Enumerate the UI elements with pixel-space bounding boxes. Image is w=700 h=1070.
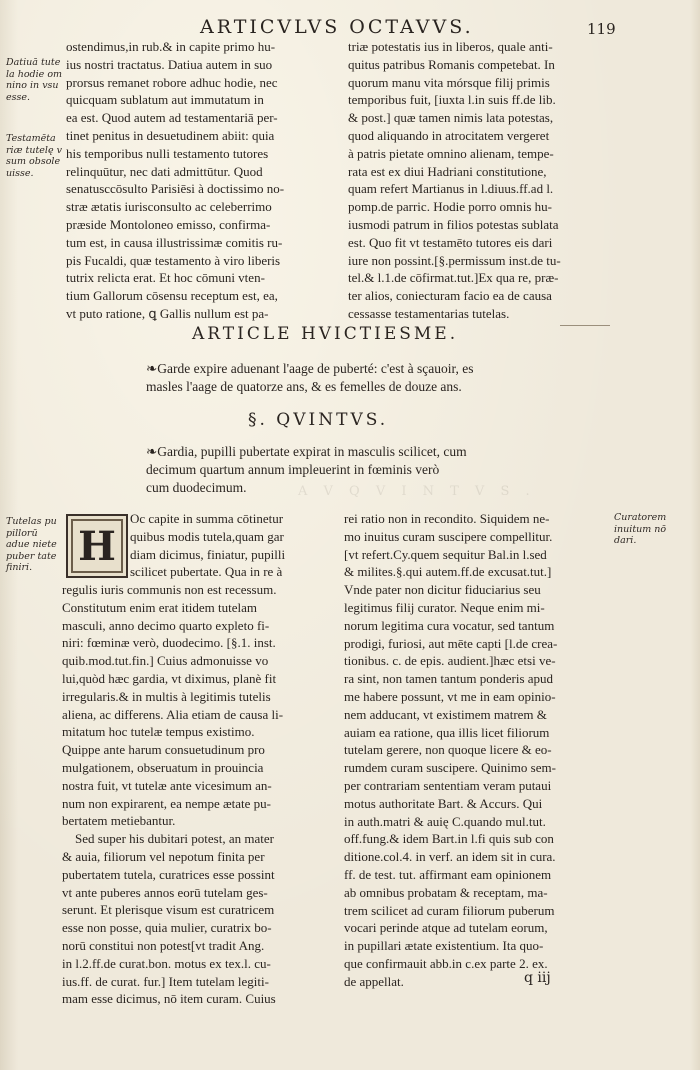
text-line: tinet penitus in desuetudinem abiit: quia	[66, 127, 275, 143]
text-line: quam refert Martianus in l.diuus.ff.ad l.	[348, 181, 554, 197]
text-line: bertatem metiebantur.	[62, 813, 176, 829]
text-line: me habere possunt, vt me in eam opinio-	[344, 688, 556, 704]
text-line: ius.ff. de curat. fur.] Item tutelam legiti-	[62, 973, 269, 989]
text-line: relinquūtur, nec dati admittūtur. Quod	[66, 163, 263, 179]
text-line: off.fung.& idem Bart.in l.fi quis sub con	[344, 831, 554, 847]
text-line: in auth.matri & auię C.quando mul.tut.	[344, 813, 546, 829]
text-line: quicquam sublatum aut immutatum in	[66, 92, 264, 108]
text-line: stræ ætatis iurisconsulto ac celeberrimo	[66, 199, 272, 215]
text-line: que confirmauit abb.in c.ex parte 2. ex.	[344, 955, 548, 971]
text-line: mitatum hoc tutelæ tempus existimo.	[62, 724, 255, 740]
text-line: triæ potestatis ius in liberos, quale anti-	[348, 39, 553, 54]
text-line: & milites.§.qui autem.ff.de excusat.tut.]	[344, 564, 552, 580]
text-line: quod aliquando in atrocitatem vergeret	[348, 127, 550, 143]
margin-note-curatorem: Curatorem inuitum nō dari.	[614, 512, 667, 546]
text-line: rumdem curam suscipere. Quinimo sem-	[344, 760, 556, 776]
text-line: Quippe ante harum consuetudinum pro	[62, 742, 265, 758]
text-line: aliena, ac differens. Alia etiam de causa li-	[62, 706, 284, 722]
text-line: quitus patribus Romanis competebat. In	[348, 56, 555, 72]
text-line: irregularis.& in multis à legitimis tutelis	[62, 688, 271, 704]
text-line: rata est ex diui Hadriani constitutione,	[348, 163, 547, 179]
text-line: norum legitima cura vocatur, sed tantum	[344, 617, 555, 633]
text-line: & auia, filiorum vel nepotum finita per	[62, 848, 265, 864]
text-line: præside Montoloneo emisso, confirma-	[66, 216, 271, 232]
latin-line: decimum quartum annum impleuerint in fœminis verò	[146, 462, 440, 477]
text-line: prodigi, furiosi, aut mēte capti [l.de crea-	[344, 635, 558, 651]
margin-note-tutelas: Tutelas pu pillorū adue niete puber tate finiri.	[6, 516, 57, 573]
text-line: nostra fuit, vt tutelæ ante vicesimum an-	[62, 777, 272, 793]
latin-line: ❧Gardia, pupilli pubertate expirat in masculis scilicet, cum	[146, 444, 467, 459]
text-line: ff. de test. tut. affirmant eam opinionem	[344, 866, 552, 882]
text-line: prorsus remanet robore adhuc hodie, nec	[66, 74, 278, 90]
show-through-text: A V Q V I N T V S .	[298, 484, 536, 499]
french-line: masles l'aage de quatorze ans, & es femelles de douze ans.	[146, 379, 462, 394]
text-line: vocari perinde atque ad tutelam eorum,	[344, 920, 548, 936]
text-line: est. Quo fit vt testamēto tutores eis dari	[348, 234, 553, 250]
text-line: tel.& l.1.de cōfirmat.tut.]Ex qua re, præ-	[348, 270, 559, 286]
text-line: pubertatem tutela, curatrices esse possint	[62, 866, 275, 882]
latin-line: cum duodecimum.	[146, 480, 247, 495]
text-line: diam dicimus, finiatur, pupilli	[130, 546, 286, 562]
signature-mark: q iij	[524, 970, 551, 986]
top-left-column	[66, 38, 328, 323]
text-line: pomp.de parric. Hodie porro omnis hu-	[348, 199, 552, 215]
text-line: scilicet pubertate. Qua in re à	[130, 564, 283, 580]
text-line: esse non posse, quia mulier, curatrix bo-	[62, 920, 272, 936]
text-line: norū constitui non potest[vt tradit Ang.	[62, 937, 265, 953]
text-line: tum est, in causa illustrissimæ comitis ru-	[66, 234, 283, 250]
text-line: tionibus. c. de epis. audient.]hæc etsi ve-	[344, 653, 556, 669]
decorated-initial: H	[66, 514, 128, 578]
text-line: regulis iuris communis non est recessum.	[62, 582, 277, 597]
text-line: tutelam gerere, non quoque licere & eo-	[344, 742, 552, 758]
text-line: tium Gallorum cōsensu receptum est, ea,	[66, 288, 278, 304]
text-line: ra sint, non tamen tantum ponderis apud	[344, 671, 554, 687]
text-line: iure non possint.[§.permissum inst.de tu-	[348, 252, 561, 268]
text-line: ter alios, coniecturam facio ea de causa	[348, 288, 552, 304]
bottom-right-column	[344, 510, 610, 991]
text-line: rei ratio non in recondito. Siquidem ne-	[344, 511, 550, 526]
text-line: quib.mod.tut.fin.] Cuius admonuisse vo	[62, 653, 269, 669]
text-line: cessasse testamentarias tutelas.	[348, 305, 510, 321]
text-line: Oc capite in summa cōtinetur	[130, 511, 284, 526]
text-line: niri: fœminæ verò, duodecimo. [§.1. inst.	[62, 635, 276, 651]
text-line: serunt. Et plerisque visum est curatricem	[62, 902, 275, 918]
text-line: legitimus filij curator. Neque enim mi-	[344, 599, 545, 615]
text-line: his temporibus nulli testamento tutores	[66, 145, 269, 161]
text-line: ab omnibus probatam & receptam, ma-	[344, 884, 548, 900]
bottom-left-column-indented	[130, 510, 330, 581]
text-line: nem adducant, vt existimem matrem &	[344, 706, 547, 722]
text-line: masculi, anno decimo quarto expleto fi-	[62, 617, 270, 633]
text-line: mo inuitus curam suscipere compellitur.	[344, 528, 553, 544]
margin-note-testamentaria: Testamēta riæ tutelę v sum obsole uisse.	[6, 133, 62, 179]
column-end-rule	[560, 325, 610, 326]
text-line: Vnde pater non dicitur fiduciarius seu	[344, 582, 541, 598]
text-line: de appellat.	[344, 973, 404, 989]
text-line: motus authoritate Bart. & Accurs. Qui	[344, 795, 543, 811]
french-summary	[146, 360, 566, 396]
text-line: per contrariam sententiam veram putaui	[344, 777, 552, 793]
text-line: pis Fucaldi, quæ testamento à viro liberis	[66, 252, 281, 268]
text-line: ditione.col.4. in verf. an idem sit in cura.	[344, 849, 556, 865]
margin-note-datiua: Datiuā tute la hodie om nino in vsu esse.	[6, 57, 63, 103]
text-line: senatusccōsulto Parisiēsi à doctissimo no-	[66, 181, 285, 197]
text-line: ius nostri tractatus. Datiua autem in suo	[66, 56, 273, 72]
folio-number: 119	[587, 20, 616, 38]
text-line: vt puto ratione, ꝗ Gallis nullum est pa-	[66, 305, 269, 321]
article-title: ARTICLE HVICTIESME.	[192, 324, 459, 344]
text-line: vt ante puberes annos eorū tutelam ges-	[62, 884, 268, 900]
text-line: mulgationem, obseruatum in prouincia	[62, 759, 264, 775]
text-line: tutrix relicta erat. Et hoc cōmuni vten-	[66, 270, 265, 286]
text-line: trem scilicet ad curam filiorum puberum	[344, 902, 555, 918]
text-line: in l.2.ff.de curat.bon. motus ex tex.l. cu-	[62, 955, 271, 971]
running-head: ARTICVLVS OCTAVVS.	[200, 16, 474, 38]
text-line: temporibus fuit, [iuxta l.in suis ff.de lib.	[348, 92, 556, 108]
text-line: ea est. Quod autem ad testamentariā per-	[66, 110, 278, 126]
text-line: & post.] quæ tamen nimis lata potestas,	[348, 110, 554, 126]
text-line: in pupillari ætate existentium. Ita quo-	[344, 938, 544, 954]
text-line: Sed super his dubitari potest, an mater	[62, 831, 274, 847]
section-title: §. QVINTVS.	[248, 410, 389, 430]
text-line: ostendimus,in rub.& in capite primo hu-	[66, 39, 276, 54]
text-line: mam esse dicimus, nō item curam. Cuius	[62, 991, 276, 1007]
text-line: quibus modis tutela,quam gar	[130, 528, 284, 544]
text-line: à patris pietate omnino alienam, tempe-	[348, 145, 554, 161]
text-line: lui,quòd hæc gardia, vt diximus, planè fit	[62, 670, 277, 686]
french-line: ❧Garde expire aduenant l'aage de puberté: c'est à sçauoir, es	[146, 361, 474, 376]
top-right-column	[348, 38, 610, 323]
text-line: iusmodi patrum in filios potestas sublata	[348, 216, 559, 232]
text-line: quorum manu vita mórsque filij primis	[348, 74, 550, 90]
text-line: Constitutum enim erat itidem tutelam	[62, 599, 257, 615]
text-line: num non expirarent, ea nempe ætate pu-	[62, 795, 272, 811]
bottom-left-column	[62, 581, 332, 1008]
text-line: auiam ea ratione, qua illis licet filiorum	[344, 724, 550, 740]
text-line: [vt refert.Cy.quem sequitur Bal.in l.sed	[344, 546, 547, 562]
